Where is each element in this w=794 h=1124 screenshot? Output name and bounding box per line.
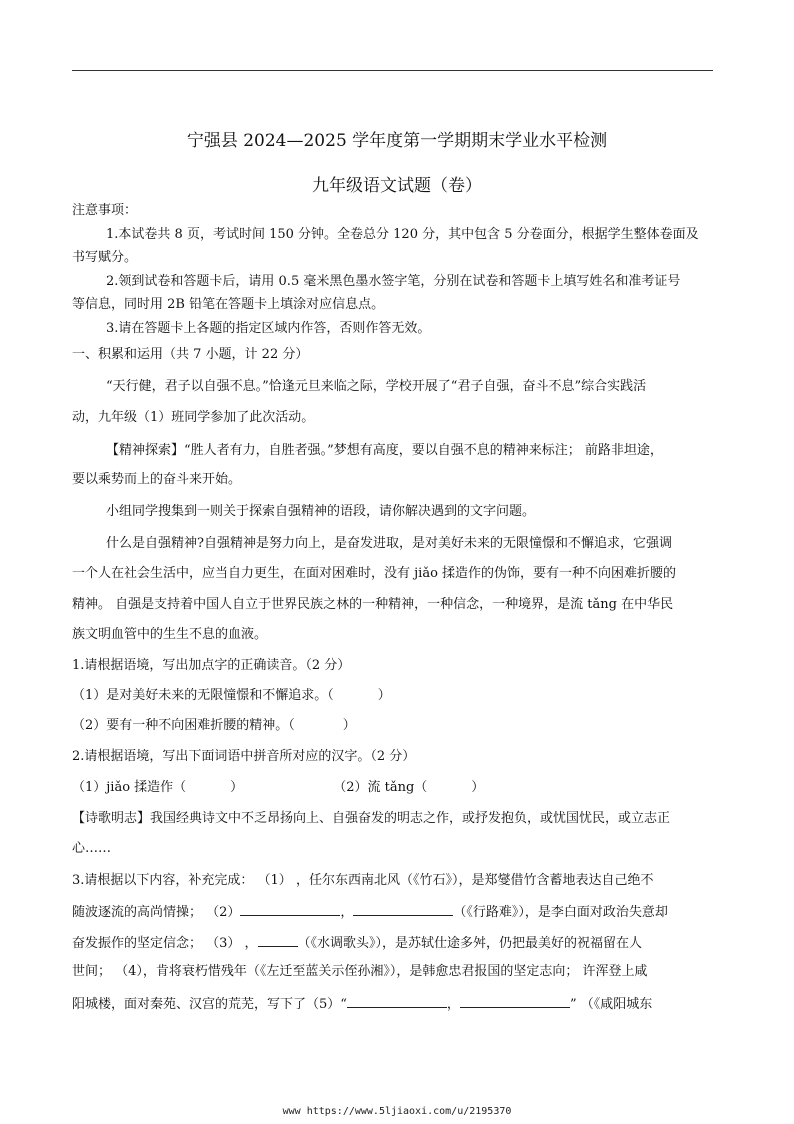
q3-blank-2a[interactable]	[240, 903, 340, 916]
q2-sub-2-text: （2）流 tǎng（	[333, 780, 428, 795]
notice-item-1a: 1.本试卷共 8 页，考试时间 150 分钟。全卷总分 120 分，其中包含 5 分卷面分，根据学生整体卷面及	[106, 227, 699, 242]
q1-sub-2	[72, 718, 356, 734]
q1-sub-1-text: （1）是对美好未来的无限憧憬和不懈追求。（	[72, 688, 334, 703]
q1-stem: 1.请根据语境，写出加点字的正确读音。（2 分）	[72, 658, 351, 673]
spirit-line-a: 【精神探索】“胜人者有力，自胜者强。”梦想有高度，要以自强不息的精神来标注； 前路非坦途，	[106, 443, 663, 458]
q2-close-1: ）	[230, 780, 244, 795]
notice-item-2a: 2.领到试卷和答题卡后，请用 0.5 毫米黑色墨水签字笔，分别在试卷和答题卡上填写姓名和准考证号	[106, 274, 681, 289]
q3-line-d: 世间； （4），肯将衰朽惜残年（《左迁至蓝关示侄孙湘》），是韩愈忠君报国的坚定志向； 许浑登上咸	[72, 964, 648, 979]
spirit-line-b: 要以乘势而上的奋斗来开始。	[72, 472, 242, 487]
q2-close-2: ）	[471, 780, 485, 795]
q3-line-e	[72, 995, 652, 1013]
q3-e-text-2: ” （《咸阳城东	[569, 997, 653, 1012]
q1-sub-1	[72, 688, 391, 704]
section-heading: 一、积累和运用（共 7 小题，计 22 分）	[72, 347, 309, 362]
q2-sub-1-text: （1）jiǎo 揉造作（	[72, 780, 187, 795]
notice-item-3: 3.请在答题卡上各题的指定区域内作答，否则作答无效。	[106, 321, 431, 336]
top-rule	[72, 70, 713, 71]
passage-line-c: 精神。 自强是支持着中国人自立于世界民族之林的一种精神，一种信念，一种境界，是流 tǎng 在中华民	[72, 597, 674, 612]
q3-blank-2b[interactable]	[353, 903, 453, 916]
q3-e-text-1: 阳城楼，面对秦苑、汉宫的荒芜，写下了（5）“	[72, 997, 347, 1012]
passage-line-a: 什么是自强精神?自强精神是努力向上，是奋发进取，是对美好未来的无限憧憬和不懈追求，它强调	[106, 536, 672, 551]
passage-line-b: 一个人在社会生活中，应当自力更生，在面对困难时，没有 jiǎo 揉造作的伪饰，要有一种不向困难折腰的	[72, 566, 677, 581]
intro-line-a: “天行健，君子以自强不息。”恰逢元旦来临之际，学校开展了“君子自强，奋斗不息”综合实践活	[106, 379, 647, 394]
exam-subtitle: 九年级语文试题（卷）	[312, 176, 482, 196]
notice-item-2b: 等信息，同时用 2B 铅笔在答题卡上填涂对应信息点。	[72, 297, 385, 312]
q3-b-text-2: （《行路难》），是李白面对政治失意却	[453, 905, 668, 920]
q3-line-a: 3.请根据以下内容，补充完成： （1） ，任尔东西南北风（《竹石》），是郑燮借竹含蓄地表达自己绝不	[72, 873, 654, 888]
q3-c-text-1: 奋发振作的坚定信念； （3） ，	[72, 936, 258, 951]
q3-blank-3[interactable]	[258, 934, 298, 947]
notice-label: 注意事项：	[72, 203, 138, 218]
q1-close-1: ）	[377, 688, 391, 703]
footer-url: www https://www.5ljiaoxi.com/u/2195370	[282, 1106, 512, 1117]
q3-line-b	[72, 903, 668, 921]
q3-blank-5b[interactable]	[460, 995, 570, 1008]
q3-b-text-1: 随波逐流的高尚情操； （2）	[72, 905, 241, 920]
poem-line-a: 【诗歌明志】我国经典诗文中不乏昂扬向上、自强奋发的明志之作，或抒发抱负，或忧国忧民，或立志正	[72, 811, 671, 826]
q1-close-2: ）	[342, 718, 356, 733]
q3-line-c	[72, 934, 642, 952]
q2-subs	[72, 780, 484, 796]
group-line: 小组同学搜集到一则关于探索自强精神的语段，请你解决遇到的文字问题。	[106, 504, 536, 519]
intro-line-b: 动，九年级（1）班同学参加了此次活动。	[72, 410, 315, 425]
q1-sub-2-text: （2）要有一种不向困难折腰的精神。（	[72, 718, 295, 733]
poem-line-b: 心……	[72, 841, 112, 856]
q3-c-text-2: （《水调歌头》），是苏轼仕途多舛，仍把最美好的祝福留在人	[297, 936, 643, 951]
notice-item-1b: 书写赋分。	[72, 250, 138, 265]
exam-title: 宁强县 2024—2025 学年度第一学期期末学业水平检测	[186, 131, 608, 151]
q3-blank-5a[interactable]	[347, 995, 447, 1008]
q2-stem: 2.请根据语境，写出下面词语中拼音所对应的汉字。（2 分）	[72, 749, 416, 764]
q3-b-comma: ，	[340, 905, 354, 920]
q3-e-comma: ，	[446, 997, 460, 1012]
passage-line-d: 族文明血管中的生生不息的血液。	[72, 627, 268, 642]
